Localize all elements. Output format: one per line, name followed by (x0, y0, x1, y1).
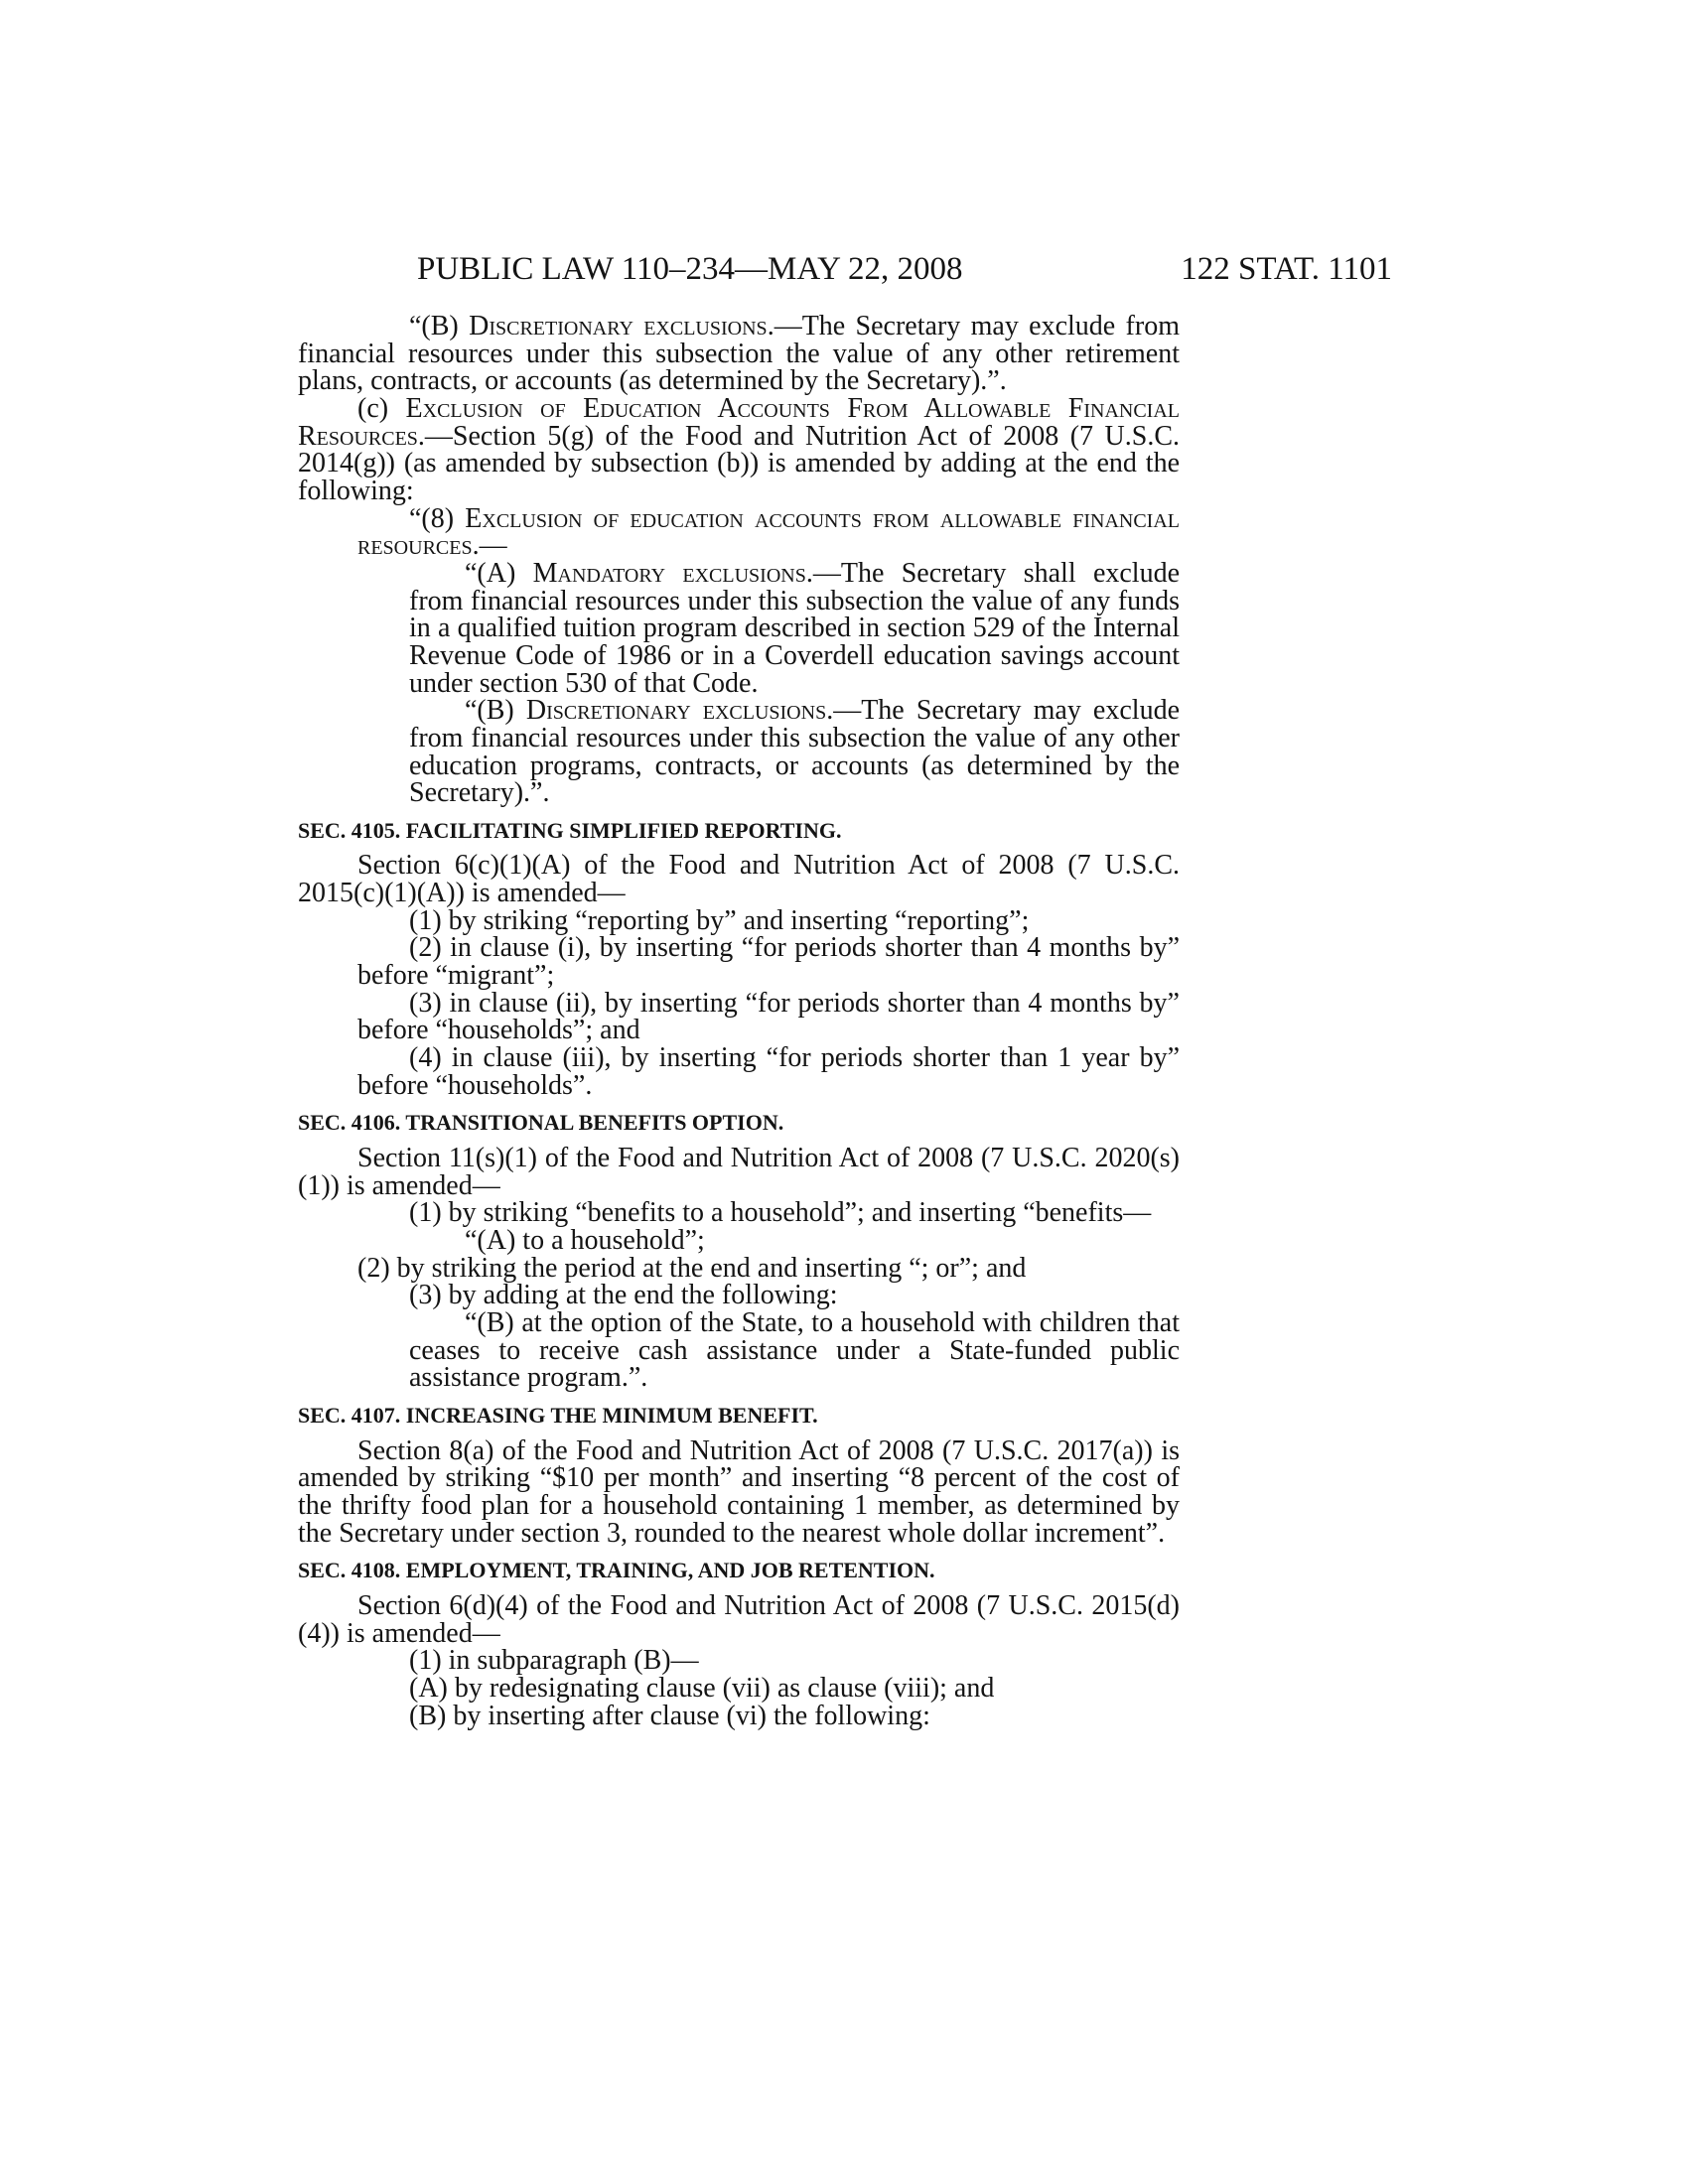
section-4106-item-3-b: “(B) at the option of the State, to a household with children that ceases to receive cash assistance under a State-funded public assistance program.”. (409, 1306, 1180, 1394)
section-heading-4108: SEC. 4108. EMPLOYMENT, TRAINING, AND JOB RETENTION. (298, 1558, 935, 1583)
section-4108-item-1-a: (A) by redesignating clause (vii) as clause (viii); and (409, 1672, 995, 1704)
section-4107-text: Section 8(a) of the Food and Nutrition Act of 2008 (7 U.S.C. 2017(a)) is amended by striking “$10 per month” and inserting “8 percent of the cost of the thrifty food plan for a household containing 1 member, as determined by the Secretary under section 3, rounded to the nearest whole dollar increment”. (298, 1434, 1180, 1549)
section-4105-item-3: (3) in clause (ii), by inserting “for periods shorter than 4 months by” before “households”; and (357, 987, 1180, 1046)
section-4105-intro: Section 6(c)(1)(A) of the Food and Nutrition Act of 2008 (7 U.S.C. 2015(c)(1)(A)) is amended— (298, 850, 1180, 909)
section-4108-item-1: (1) in subparagraph (B)— (409, 1645, 699, 1677)
section-heading-4106: SEC. 4106. TRANSITIONAL BENEFITS OPTION. (298, 1110, 784, 1136)
paragraph-a-mandatory: “(A) Mandatory exclusions.—The Secretary shall exclude from financial resources under this subsection the value of any funds in a qualified tuition program described in section 529 of the Internal Revenue Code of 1986 or in a Coverdell education savings account under section 530 of that Code. (409, 557, 1181, 699)
section-heading-4105: SEC. 4105. FACILITATING SIMPLIFIED REPORTING. (298, 817, 842, 843)
section-4108-item-1-b: (B) by inserting after clause (vi) the following: (409, 1700, 930, 1731)
paragraph-8-heading: “(8) Exclusion of education accounts from allowable financial resources.— (357, 502, 1181, 562)
paragraph-b-discretionary-education: “(B) Discretionary exclusions.—The Secretary may exclude from financial resources under this subsection the value of any other education programs, contracts, or accounts (as determined by the Secretary).”. (409, 695, 1180, 809)
paragraph-b-discretionary-retirement: “(B) Discretionary exclusions.—The Secretary may exclude from financial resources under this subsection the value of any other retirement plans, contracts, or accounts (as determined by the Secretary).”. (298, 311, 1180, 397)
section-4106-item-1-a: “(A) to a household”; (465, 1225, 705, 1256)
statute-body (298, 313, 1180, 1729)
section-4105-item-4: (4) in clause (iii), by inserting “for periods shorter than 1 year by” before “households”. (357, 1042, 1180, 1101)
running-header-title: PUBLIC LAW 110–234—MAY 22, 2008 (417, 251, 963, 287)
section-heading-4107: SEC. 4107. INCREASING THE MINIMUM BENEFIT. (298, 1402, 818, 1428)
section-4106-item-3: (3) by adding at the end the following: (409, 1280, 838, 1311)
section-4106-item-1: (1) by striking “benefits to a household”; and inserting “benefits— (409, 1197, 1152, 1229)
section-4108-intro: Section 6(d)(4) of the Food and Nutrition Act of 2008 (7 U.S.C. 2015(d)(4)) is amended— (298, 1589, 1180, 1649)
page-stat-number: 122 STAT. 1101 (1181, 251, 1392, 287)
section-4106-intro: Section 11(s)(1) of the Food and Nutrition Act of 2008 (7 U.S.C. 2020(s)(1)) is amended— (298, 1143, 1180, 1201)
subsection-c: (c) Exclusion of Education Accounts From Allowable Financial Resources.—Section 5(g) of the Food and Nutrition Act of 2008 (7 U.S.C. 2014(g)) (as amended by subsection (b)) is amended by adding at the end the following: (298, 392, 1181, 506)
section-4106-item-2: (2) by striking the period at the end and inserting “; or”; and (357, 1252, 1027, 1284)
section-4105-item-2: (2) in clause (i), by inserting “for periods shorter than 4 months by” before “migrant”; (357, 932, 1180, 992)
section-4105-item-1: (1) by striking “reporting by” and inserting “reporting”; (409, 904, 1030, 936)
